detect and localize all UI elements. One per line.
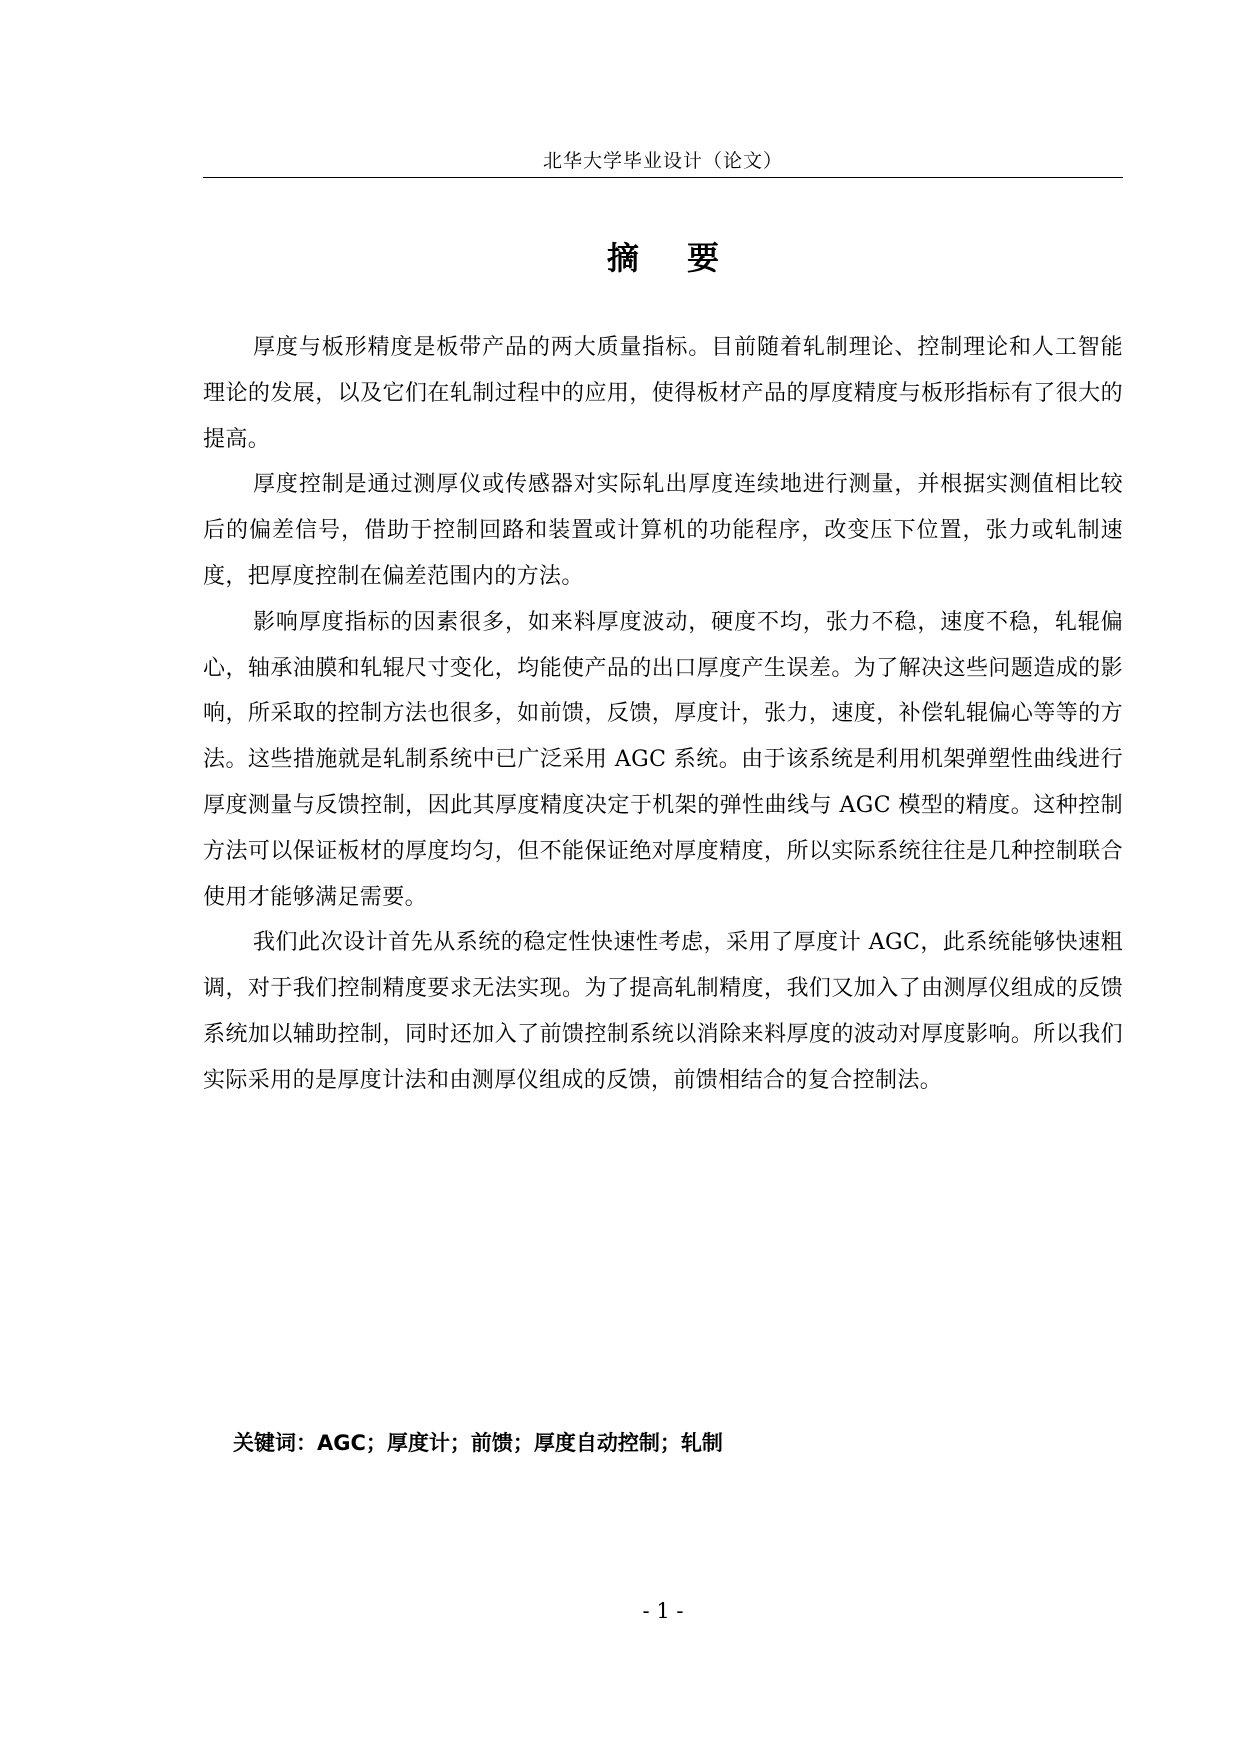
abstract-paragraph-2: 厚度控制是通过测厚仪或传感器对实际轧出厚度连续地进行测量，并根据实测值相比较后的偏差信号，借助于控制回路和装置或计算机的功能程序，改变压下位置，张力或轧制速度，把厚度控制在偏差范围内的方法。	[203, 472, 1123, 589]
abstract-title: 摘要	[606, 239, 767, 277]
header-divider	[203, 177, 1123, 178]
running-header: 北华大学毕业设计（论文）	[542, 150, 783, 172]
abstract-paragraph-3: 影响厚度指标的因素很多，如来料厚度波动，硬度不均，张力不稳，速度不稳，轧辊偏心，轴承油膜和轧辊尺寸变化，均能使产品的出口厚度产生误差。为了解决这些问题造成的影响，所采取的控制方法也很多，如前馈，反馈，厚度计，张力，速度，补偿轧辊偏心等等的方法。这些措施就是轧制系统中已广泛采用 AGC 系统。由于该系统是利用机架弹塑性曲线进行厚度测量与反馈控制，因此其厚度精度决定于机架的弹性曲线与 AGC 模型的精度。这种控制方法可以保证板材的厚度均匀，但不能保证绝对厚度精度，所以实际系统往往是几种控制联合使用才能够满足需要。	[203, 609, 1123, 910]
abstract-paragraph-1: 厚度与板形精度是板带产品的两大质量指标。目前随着轧制理论、控制理论和人工智能理论的发展，以及它们在轧制过程中的应用，使得板材产品的厚度精度与板形指标有了很大的提高。	[203, 335, 1123, 452]
keywords-line: 关键词：AGC；厚度计；前馈；厚度自动控制；轧制	[233, 1431, 723, 1455]
abstract-body	[203, 325, 1123, 1104]
page-number: - 1 -	[642, 1599, 684, 1623]
abstract-paragraph-4: 我们此次设计首先从系统的稳定性快速性考虑，采用了厚度计 AGC，此系统能够快速粗调，对于我们控制精度要求无法实现。为了提高轧制精度，我们又加入了由测厚仪组成的反馈系统加以辅助控制，同时还加入了前馈控制系统以消除来料厚度的波动对厚度影响。所以我们实际采用的是厚度计法和由测厚仪组成的反馈，前馈相结合的复合控制法。	[203, 930, 1123, 1093]
